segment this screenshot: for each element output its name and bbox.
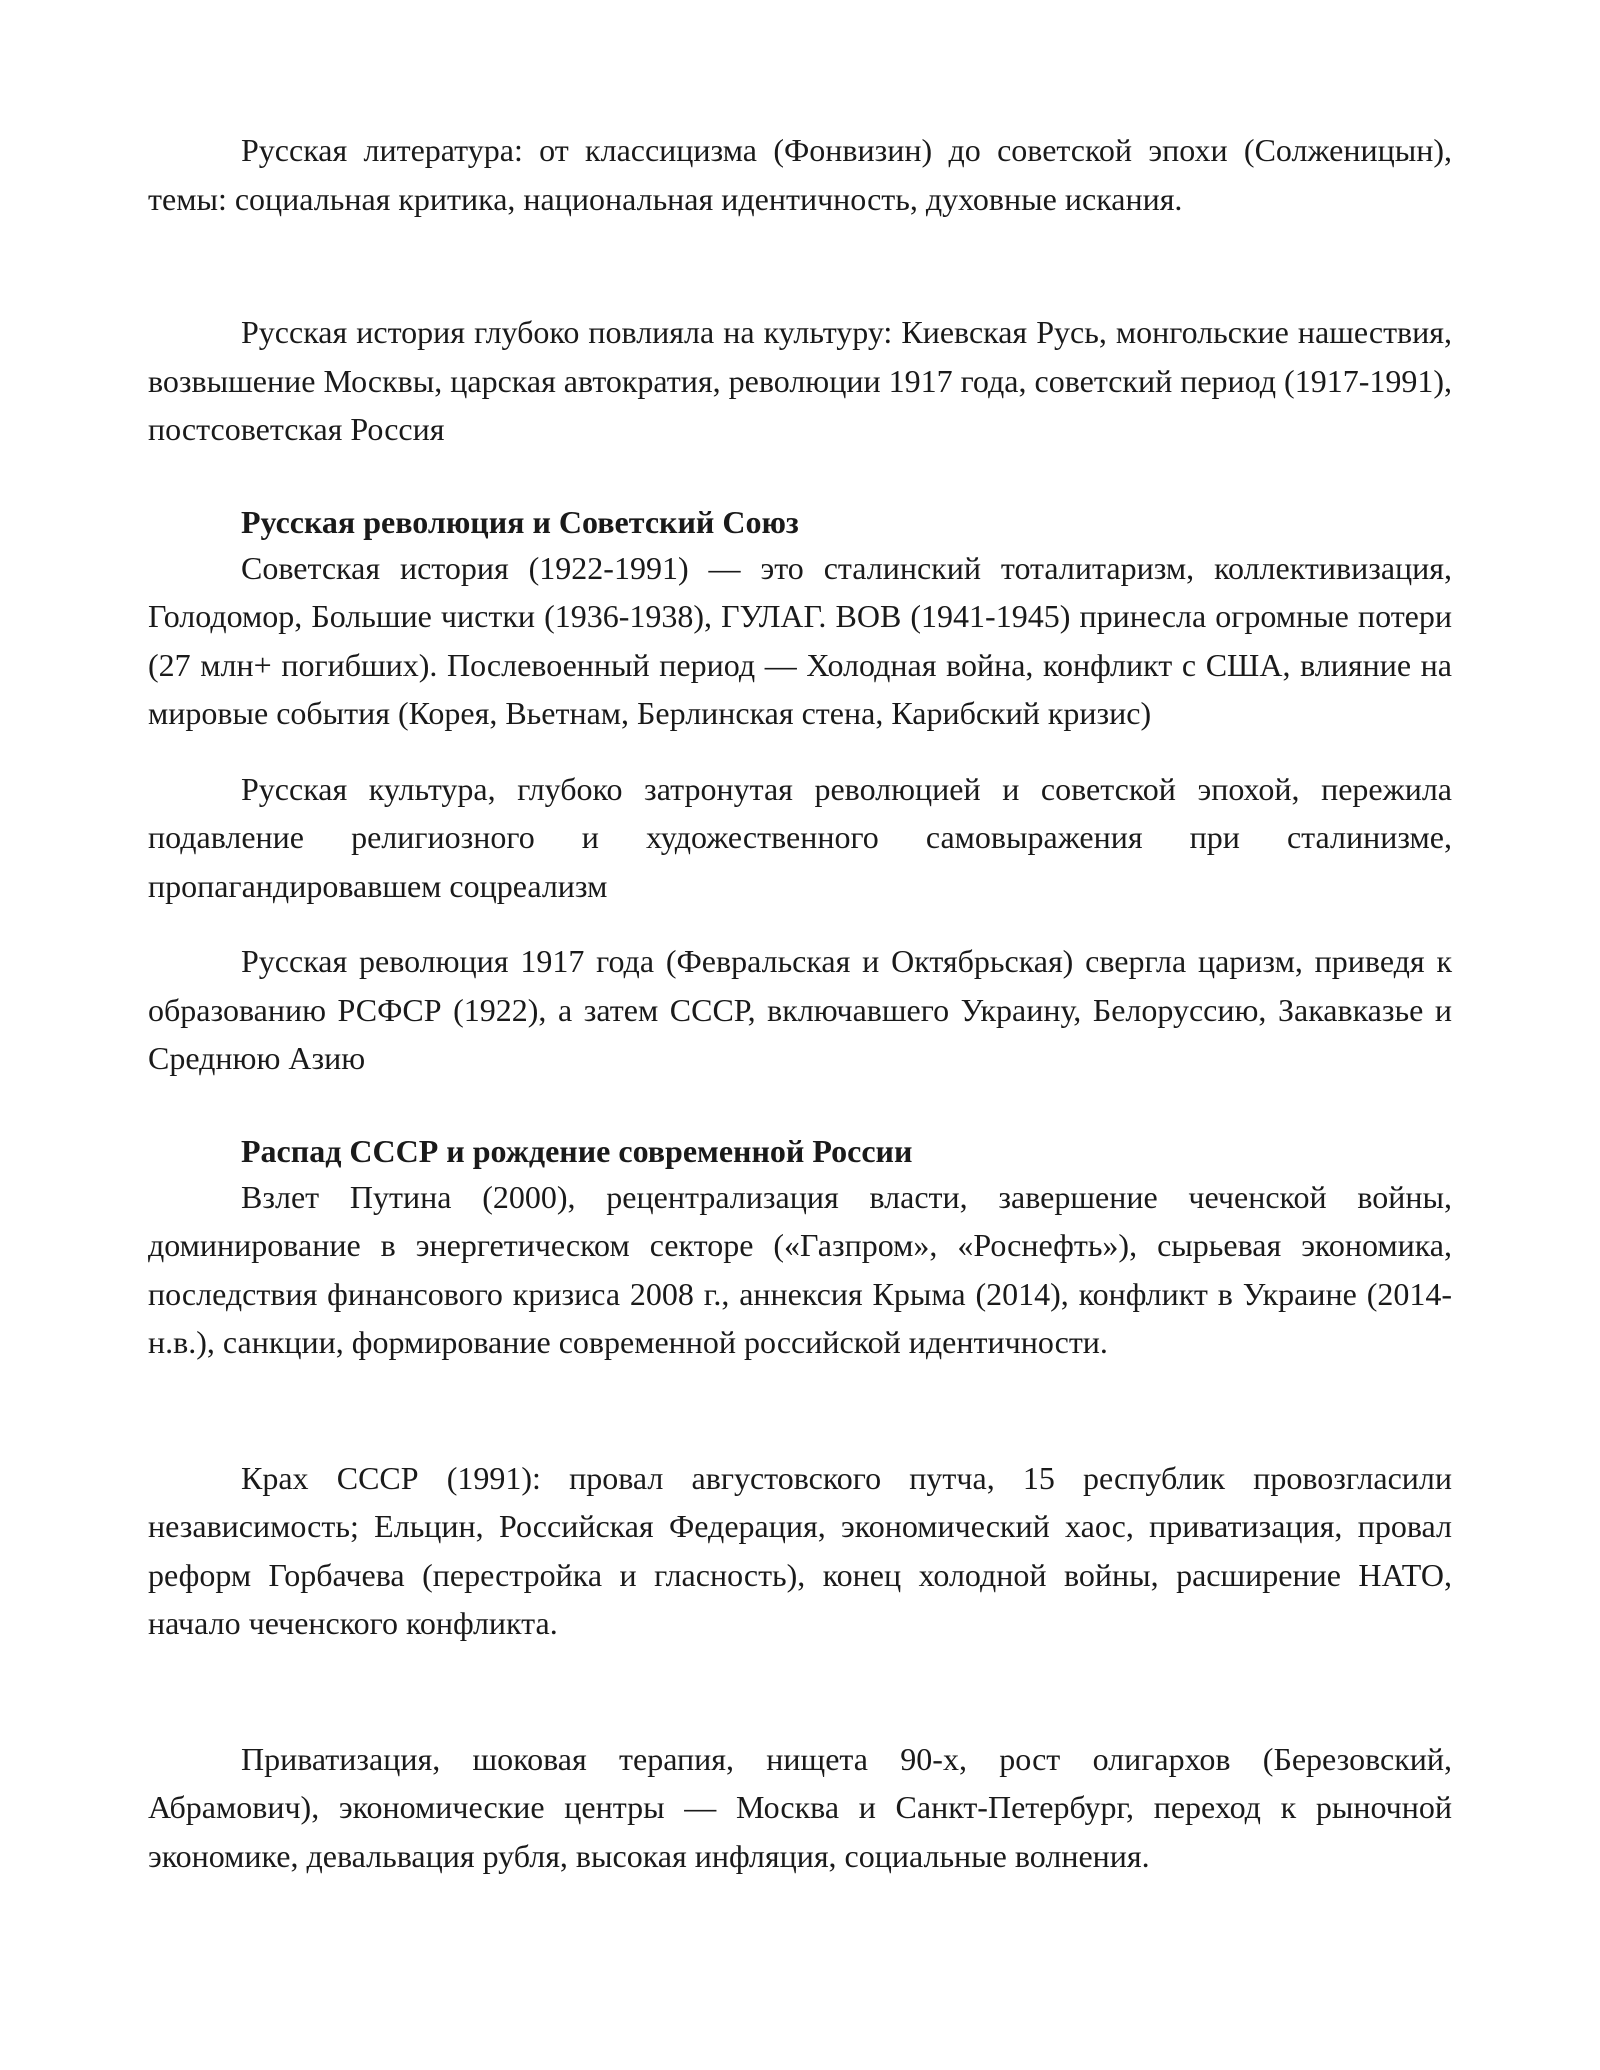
paragraph-literature: Русская литература: от классицизма (Фонвизин) до советской эпохи (Солженицын), темы: социальная критика, национальная идентичность, духовные искания. xyxy=(148,132,1452,217)
paragraph-putin: Взлет Путина (2000), рецентрализация власти, завершение чеченской войны, доминирование в энергетическом секторе («Газпром», «Роснефть»), сырьевая экономика, последствия финансового кризиса 2008 г., аннексия Крыма (2014), конфликт в Украине (2014-н.в.), санкции, формирование современной российской идентичности. xyxy=(148,1178,1452,1360)
paragraph-history: Русская история глубоко повлияла на культуру: Киевская Русь, монгольские нашествия, возвышение Москвы, царская автократия, революции 1917 года, советский период (1917-1991), постсоветская Россия xyxy=(148,314,1452,447)
paragraph-ussr-collapse: Крах СССР (1991): провал августовского путча, 15 республик провозгласили независимость; Ельцин, Российская Федерация, экономический хаос, приватизация, провал реформ Горбачева (перестройка и гласность), конец холодной войны, расширение НАТО, начало чеченского конфликта. xyxy=(148,1459,1452,1641)
paragraph-culture: Русская культура, глубоко затронутая революцией и советской эпохой, пережила подавление религиозного и художественного самовыражения при сталинизме, пропагандировавшем соцреализм xyxy=(148,770,1452,904)
paragraph-revolution-1917: Русская революция 1917 года (Февральская и Октябрьская) свергла царизм, приведя к образованию РСФСР (1922), а затем СССР, включавшего Украину, Белоруссию, Закавказье и Среднюю Азию xyxy=(148,943,1452,1076)
section-heading-collapse: Распад СССР и рождение современной России xyxy=(241,1132,913,1169)
paragraph-privatization: Приватизация, шоковая терапия, нищета 90-х, рост олигархов (Березовский, Абрамович), экономические центры — Москва и Санкт-Петербург, переход к рыночной экономике, девальвация рубля, высокая инфляция, социальные волнения. xyxy=(148,1740,1452,1874)
section-heading-revolution: Русская революция и Советский Союз xyxy=(241,503,799,540)
document-page xyxy=(148,126,1452,1880)
paragraph-soviet-history: Советская история (1922-1991) — это сталинский тоталитаризм, коллективизация, Голодомор, Большие чистки (1936-1938), ГУЛАГ. ВОВ (1941-1945) принесла огромные потери (27 млн+ погибших). Послевоенный период — Холодная война, конфликт с США, влияние на мировые события (Корея, Вьетнам, Берлинская стена, Карибский кризис) xyxy=(148,549,1452,731)
